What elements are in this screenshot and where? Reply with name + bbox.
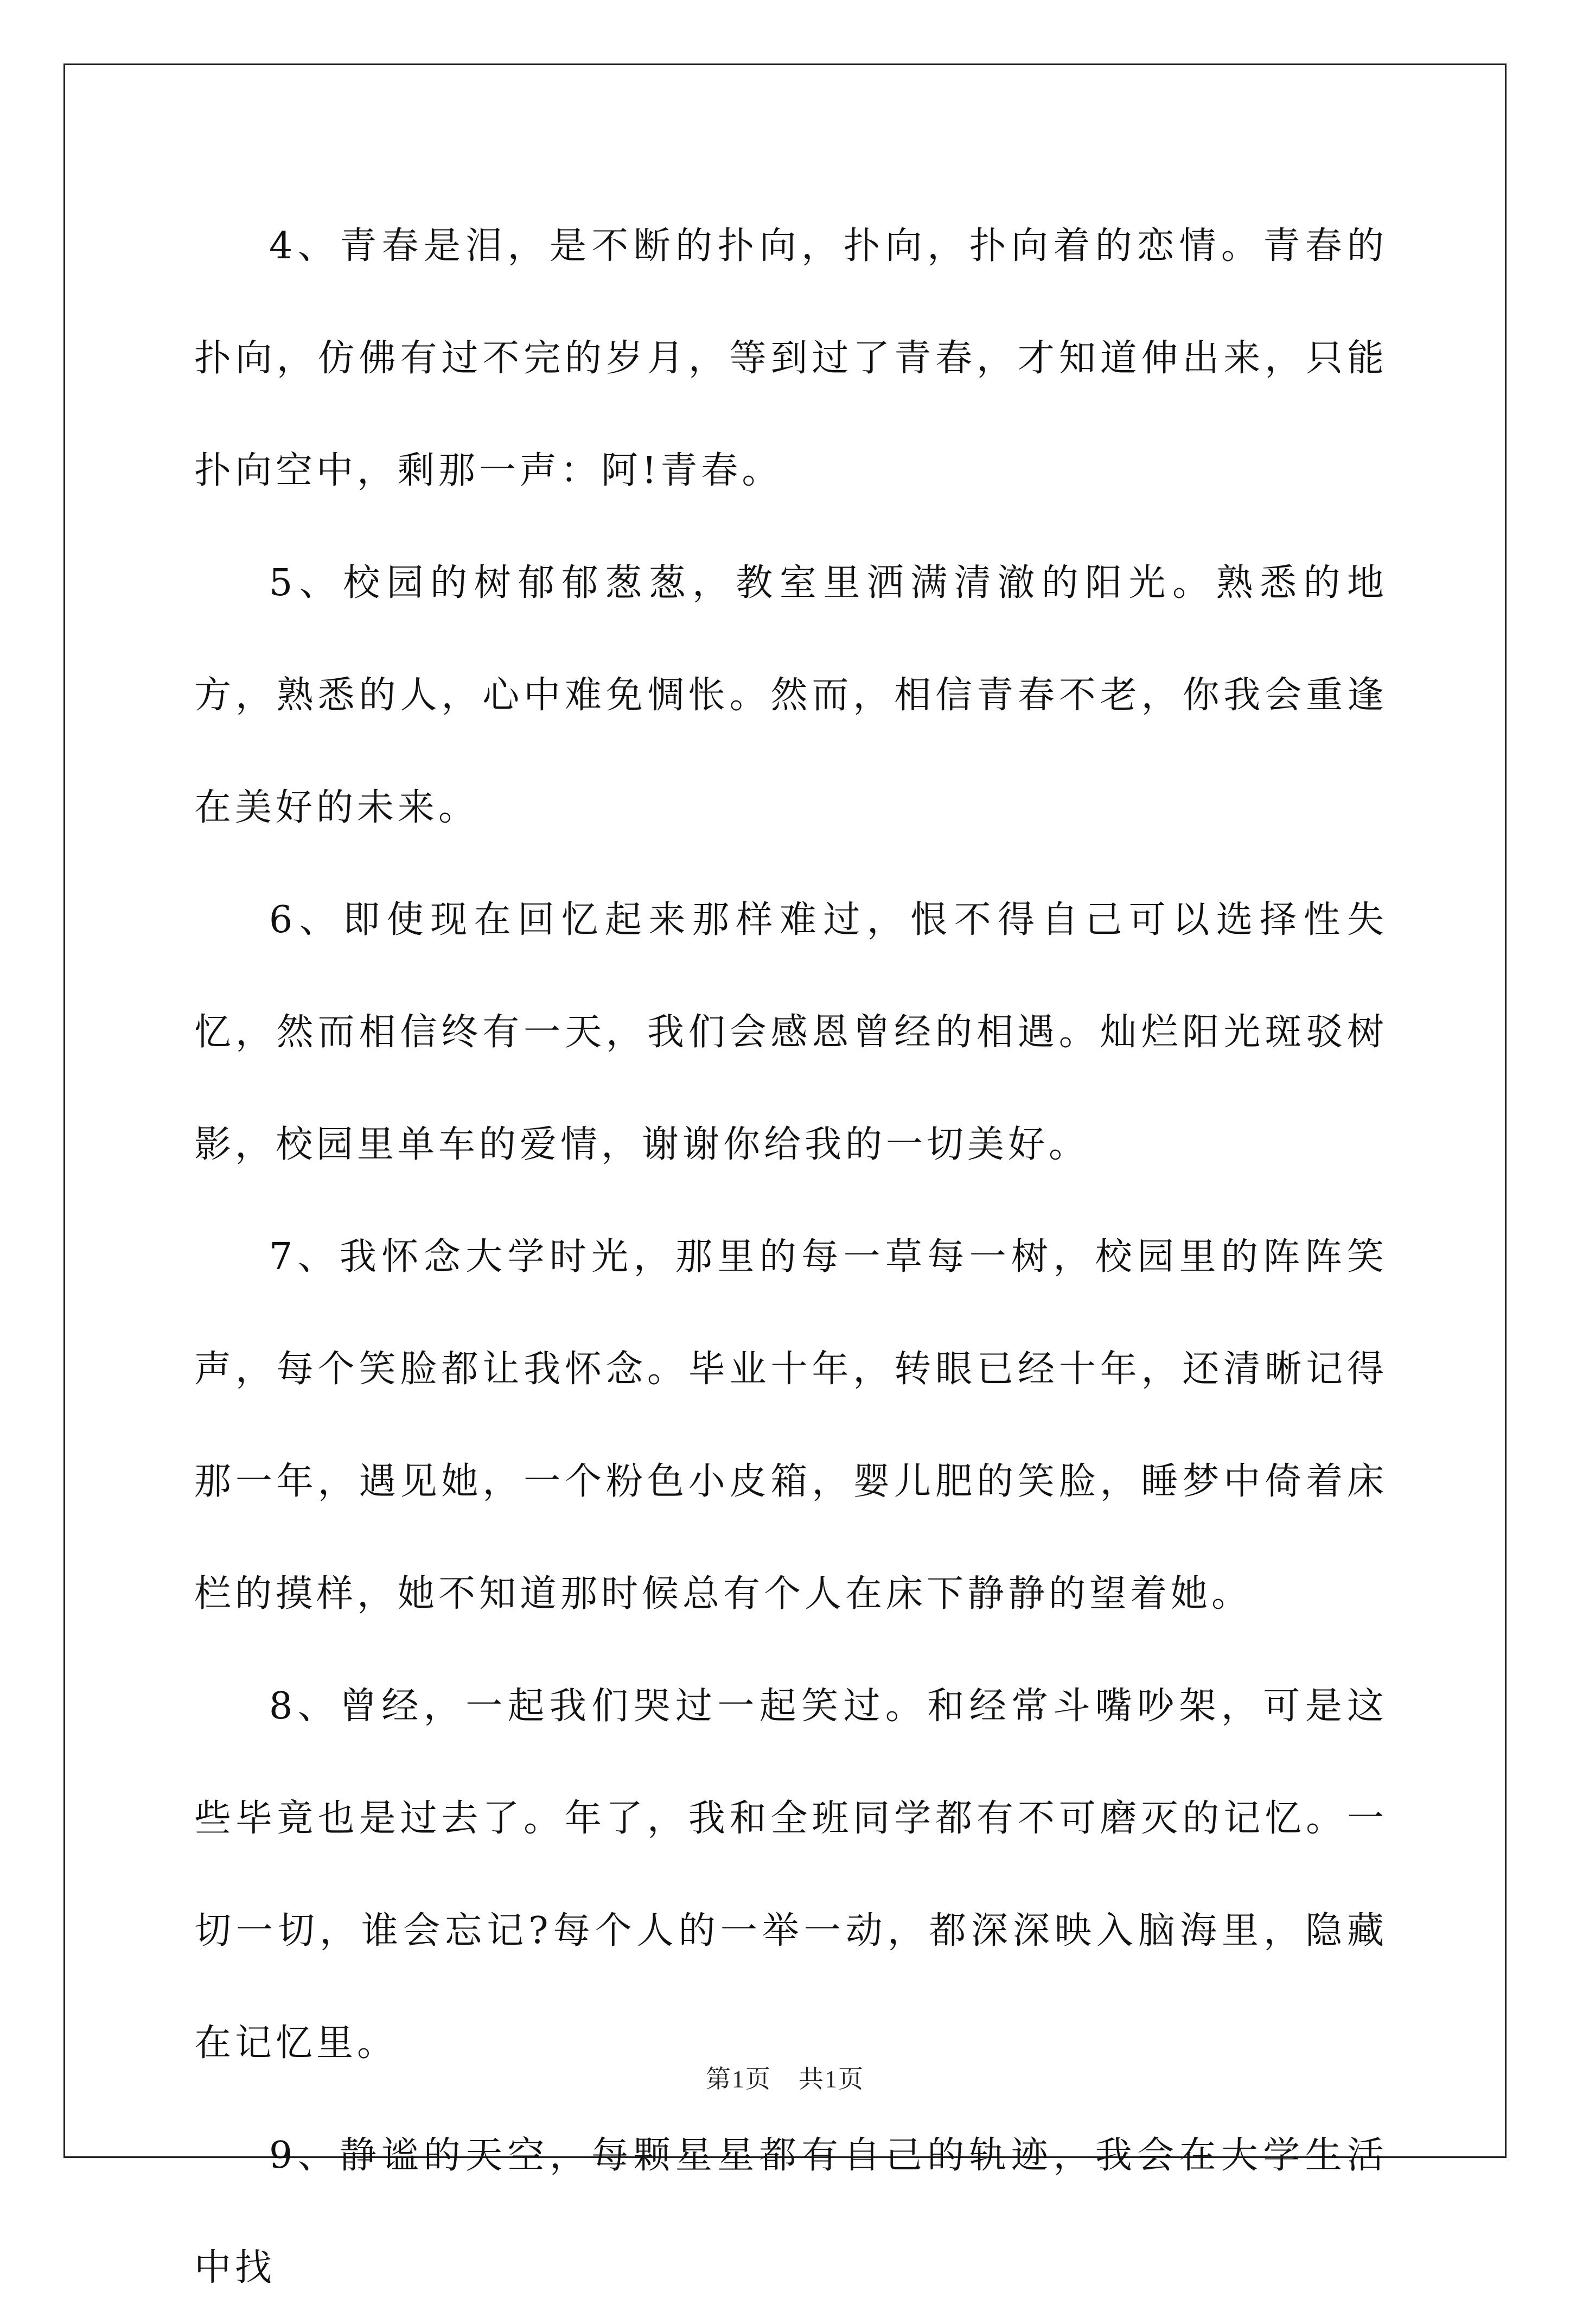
page-footer	[0, 2059, 1570, 2095]
paragraph-4: 4、青春是泪，是不断的扑向，扑向，扑向着的恋情。青春的扑向，仿佛有过不完的岁月，等到过了青春，才知道伸出来，只能扑向空中，剩那一声：阿!青春。	[194, 225, 1388, 492]
paragraph-5: 5、校园的树郁郁葱葱，教室里洒满清澈的阳光。熟悉的地方，熟悉的人，心中难免惆怅。然而，相信青春不老，你我会重逢在美好的未来。	[194, 562, 1388, 829]
document-body	[194, 190, 1388, 2324]
page-number-total: 共1页	[799, 2065, 864, 2093]
paragraph-6: 6、即使现在回忆起来那样难过，恨不得自己可以选择性失忆，然而相信终有一天，我们会感恩曾经的相遇。灿烂阳光斑驳树影，校园里单车的爱情，谢谢你给我的一切美好。	[194, 899, 1388, 1166]
paragraph-8: 8、曾经，一起我们哭过一起笑过。和经常斗嘴吵架，可是这些毕竟也是过去了。年了，我和全班同学都有不可磨灭的记忆。一切一切，谁会忘记?每个人的一举一动，都深深映入脑海里，隐藏在记忆里。	[194, 1685, 1388, 2065]
page-number-current: 第1页	[706, 2065, 771, 2093]
paragraph-9: 9、静谧的天空，每颗星星都有自己的轨迹，我会在大学生活中找	[194, 2134, 1388, 2289]
paragraph-7: 7、我怀念大学时光，那里的每一草每一树，校园里的阵阵笑声，每个笑脸都让我怀念。毕业十年，转眼已经十年，还清晰记得那一年，遇见她，一个粉色小皮箱，婴儿肥的笑脸，睡梦中倚着床栏的摸样，她不知道那时候总有个人在床下静静的望着她。	[194, 1236, 1388, 1615]
